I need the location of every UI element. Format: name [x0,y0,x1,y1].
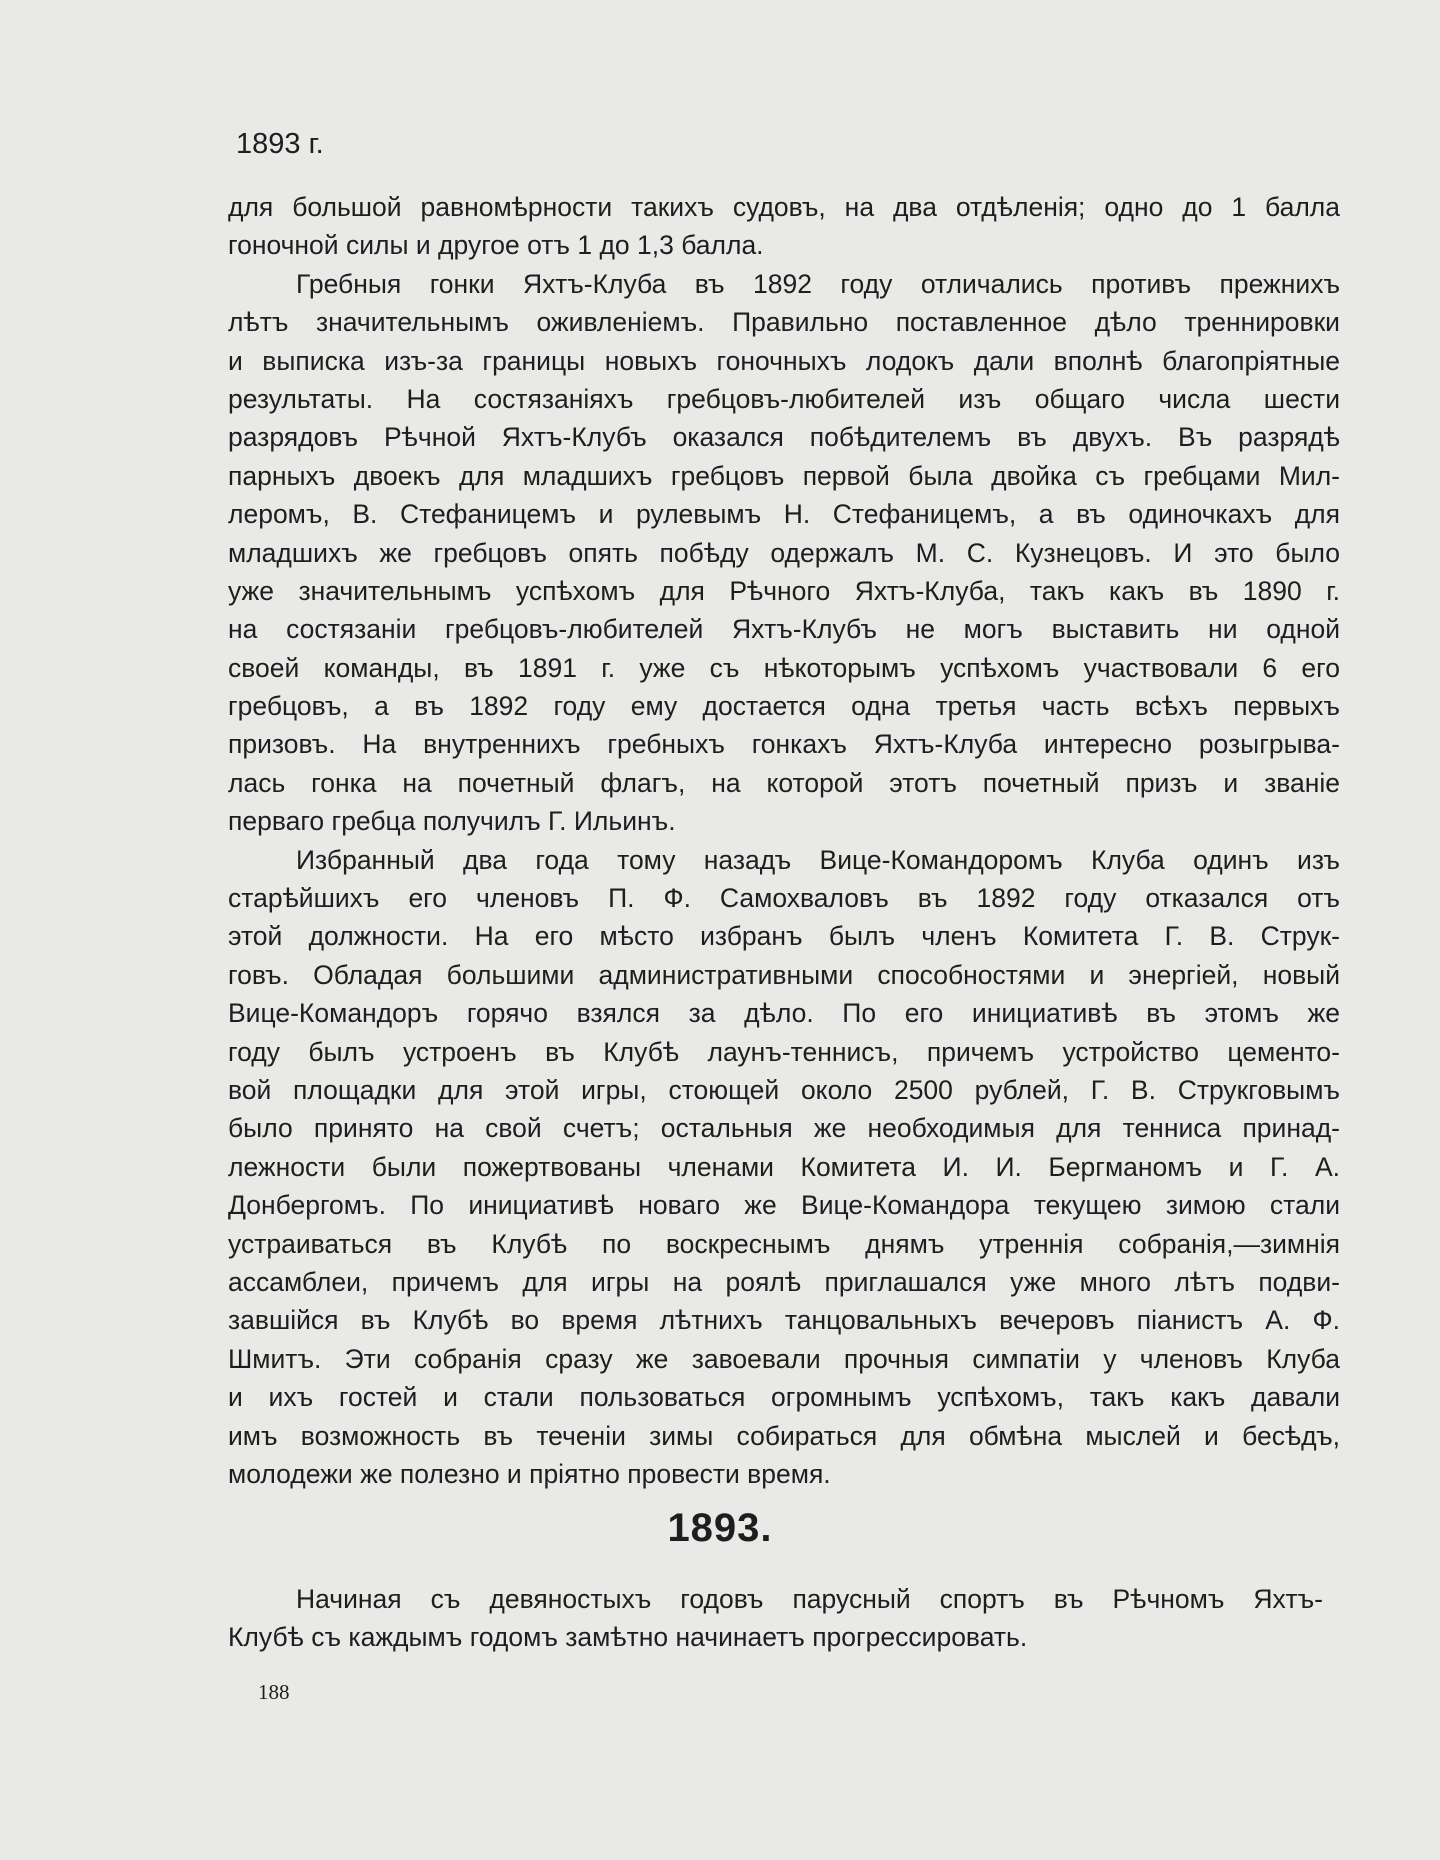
paragraph [228,841,1340,1494]
text-line: призовъ. На внутреннихъ гребныхъ гонкахъ Яхтъ-Клуба интересно розыгрыва- [228,729,1340,760]
text-line: младшихъ же гребцовъ опять побѣду одержалъ М. С. Кузнецовъ. И это было [228,537,1340,568]
text-line: ассамблеи, причемъ для игры на роялѣ приглашался уже много лѣтъ подви- [228,1266,1340,1297]
text-line: лѣтъ значительнымъ оживленіемъ. Правильно поставленное дѣло треннировки [228,307,1340,338]
text-line: на состязаніи гребцовъ-любителей Яхтъ-Клубъ не могъ выставить ни одной [228,614,1340,645]
text-line: говъ. Обладая большими административными способностями и энергіей, новый [228,959,1340,990]
text-line: своей команды, въ 1891 г. уже съ нѣкоторымъ успѣхомъ участвовали 6 его [228,652,1340,683]
text-line: году былъ устроенъ въ Клубѣ лаунъ-теннисъ, причемъ устройство цементо- [228,1036,1340,1067]
body-text [228,188,1340,1493]
text-line: старѣйшихъ его членовъ П. Ф. Самохваловъ въ 1892 году отказался отъ [228,883,1340,914]
text-line: уже значительнымъ успѣхомъ для Рѣчного Яхтъ-Клуба, такъ какъ въ 1890 г. [228,575,1340,606]
text-line: и ихъ гостей и стали пользоваться огромнымъ успѣхомъ, такъ какъ давали [228,1382,1340,1413]
closing-paragraph [228,1580,1323,1657]
text-line: имъ возможность въ теченіи зимы собираться для обмѣна мыслей и бесѣдъ, [228,1420,1340,1451]
running-head: 1893 г. [236,128,324,160]
paragraph [228,1580,1323,1657]
paragraph [228,265,1340,841]
text-line: Начиная съ девяностыхъ годовъ парусный спортъ въ Рѣчномъ Яхтъ- [296,1584,1323,1614]
text-line: было принято на свой счетъ; остальныя же необходимыя для тенниса принад- [228,1113,1340,1144]
text-line: Шмитъ. Эти собранія сразу же завоевали прочныя симпатіи у членовъ Клуба [228,1343,1340,1374]
section-heading: 1893. [667,1506,773,1550]
page-number: 188 [258,1680,290,1704]
text-line: Избранный два года тому назадъ Вице-Командоромъ Клуба одинъ изъ [296,844,1340,875]
text-line: завшійся въ Клубѣ во время лѣтнихъ танцовальныхъ вечеровъ піанистъ А. Ф. [228,1305,1340,1336]
text-line: разрядовъ Рѣчной Яхтъ-Клубъ оказался побѣдителемъ въ двухъ. Въ разрядѣ [228,422,1340,453]
text-line: вой площадки для этой игры, стоющей около 2500 рублей, Г. В. Струкговымъ [228,1074,1340,1105]
text-line: Клубѣ съ каждымъ годомъ замѣтно начинаетъ прогрессировать. [228,1622,1028,1653]
text-line: Гребныя гонки Яхтъ-Клуба въ 1892 году отличались противъ прежнихъ [296,268,1340,299]
text-line: Донбергомъ. По инициативѣ новаго же Вице-Командора текущею зимою стали [228,1190,1340,1221]
text-line: лежности были пожертвованы членами Комитета И. И. Бергманомъ и Г. А. [228,1151,1340,1182]
text-line: результаты. На состязаніяхъ гребцовъ-любителей изъ общаго числа шести [228,383,1340,414]
text-line: этой должности. На его мѣсто избранъ былъ членъ Комитета Г. В. Струк- [228,921,1340,952]
text-line: гребцовъ, а въ 1892 году ему достается одна третья часть всѣхъ первыхъ [228,691,1340,722]
text-line: перваго гребца получилъ Г. Ильинъ. [228,806,676,837]
paragraph [228,188,1340,265]
text-line: для большой равномѣрности такихъ судовъ, на два отдѣленія; одно до 1 балла [228,192,1340,222]
text-line: молодежи же полезно и пріятно провести время. [228,1458,831,1489]
text-line: леромъ, В. Стефаницемъ и рулевымъ Н. Стефаницемъ, а въ одиночкахъ для [228,499,1340,530]
text-line: лась гонка на почетный флагъ, на которой этотъ почетный призъ и званіе [228,767,1340,798]
text-line: парныхъ двоекъ для младшихъ гребцовъ первой была двойка съ гребцами Мил- [228,460,1340,491]
text-line: гоночной силы и другое отъ 1 до 1,3 балла. [228,230,764,261]
text-line: Вице-Командоръ горячо взялся за дѣло. По его инициативѣ въ этомъ же [228,998,1340,1029]
text-line: и выписка изъ-за границы новыхъ гоночныхъ лодокъ дали вполнѣ благопріятные [228,345,1340,376]
text-line: устраиваться въ Клубѣ по воскреснымъ днямъ утреннія собранія,—зимнія [228,1228,1340,1259]
